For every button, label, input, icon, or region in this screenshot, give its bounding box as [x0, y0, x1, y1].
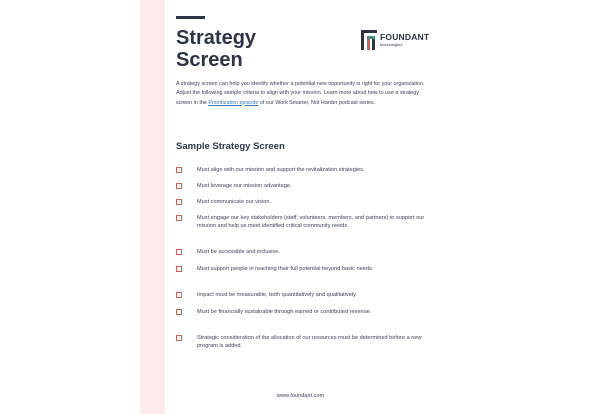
criterion-text: Must leverage our mission advantage. — [197, 183, 292, 189]
criterion-text: Strategic consideration of the allocation of our resources must be determined before a new program is added. — [197, 335, 422, 350]
page-title — [176, 27, 336, 71]
checkbox[interactable] — [176, 199, 182, 205]
checkbox[interactable] — [176, 266, 182, 272]
checkbox[interactable] — [176, 309, 182, 315]
logo-subtitle: technologies — [380, 42, 403, 47]
checkbox[interactable] — [176, 249, 182, 255]
section-title: Sample Strategy Screen — [176, 141, 285, 152]
checkbox[interactable] — [176, 167, 182, 173]
checkbox[interactable] — [176, 215, 182, 221]
intro-paragraph — [176, 80, 434, 108]
title-line-2: Screen — [176, 49, 243, 71]
intro-text-end: of our Work Smarter, Not Harder podcast series. — [258, 99, 376, 106]
criterion-text: Must be accessible and inclusive. — [197, 249, 281, 255]
right-margin — [461, 0, 600, 414]
criterion-text: Impact must be measurable, both quantitatively and qualitatively. — [197, 292, 358, 298]
left-margin — [0, 0, 140, 414]
criterion-text: Must support people in reaching their full potential beyond basic needs. — [197, 266, 374, 272]
checkbox[interactable] — [176, 183, 182, 189]
document-page — [140, 0, 461, 414]
title-line-1: Strategy — [176, 27, 257, 49]
title-accent-bar — [176, 16, 205, 19]
criterion-text: Must be financially sustainable through earned or contributed revenue. — [197, 309, 372, 315]
footer-url: www.foundant.com — [276, 393, 325, 399]
criterion-text: Must engage our key stakeholders (staff, volunteers, members, and partners) to support our mission and help us meet identified critical community needs. — [197, 215, 425, 230]
logo-wordmark: FOUNDANT — [380, 32, 430, 42]
prioritization-episode-link[interactable]: Prioritization episode — [208, 99, 259, 106]
left-accent-stripe — [140, 0, 165, 414]
criterion-text: Must align with our mission and support the revitalization strategies. — [197, 167, 365, 173]
foundant-logo — [361, 30, 456, 50]
intro-text-start: A strategy screen can help you identify whether a potential new opportunity is right for your organization. Adjust the following sample criteria to align with your mission. Learn more about how to use a strategy screen in the — [176, 81, 425, 106]
criterion-text: Must communicate our vision. — [197, 199, 271, 205]
checkbox[interactable] — [176, 335, 182, 341]
checkbox[interactable] — [176, 292, 182, 298]
foundant-logo-mark — [361, 30, 377, 50]
